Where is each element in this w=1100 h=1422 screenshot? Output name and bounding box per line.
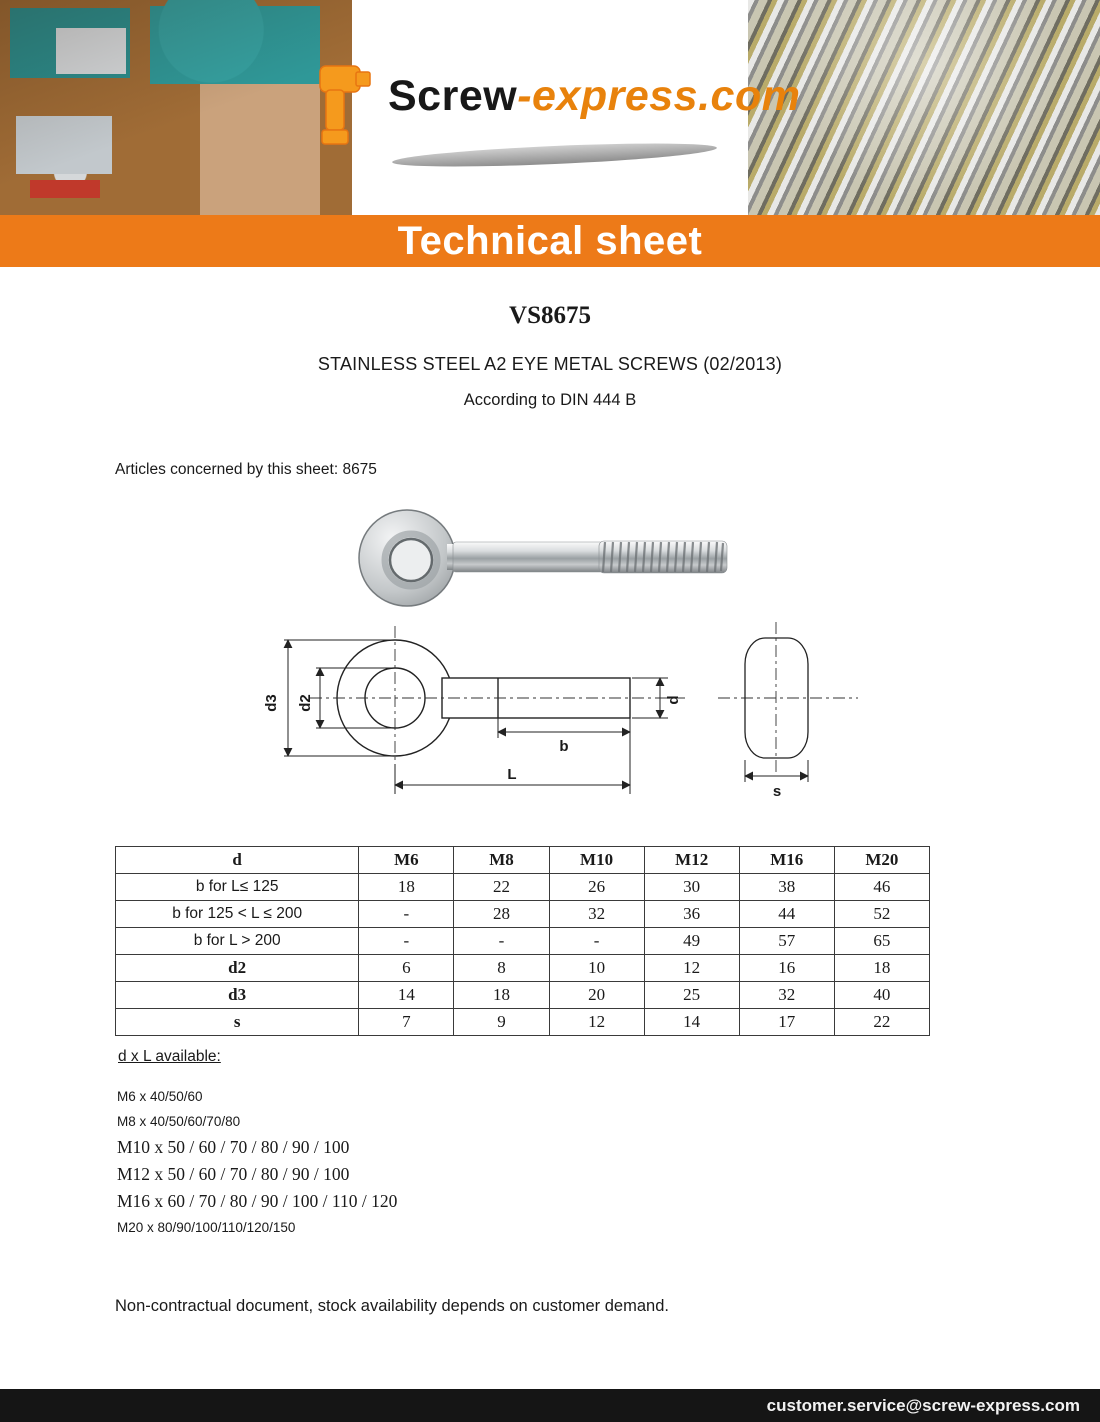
banner-title: Technical sheet [397, 218, 703, 263]
col-header-M10: M10 [549, 847, 644, 874]
table-cell: 8 [454, 955, 549, 982]
dim-label-d3: d3 [263, 694, 280, 712]
table-cell: 22 [834, 1009, 929, 1036]
table-cell: 14 [644, 1009, 739, 1036]
header [0, 0, 1100, 215]
spec-table-head [116, 847, 930, 874]
col-header-M16: M16 [739, 847, 834, 874]
row-label: s [116, 1009, 359, 1036]
table-cell: 16 [739, 955, 834, 982]
table-cell: 65 [834, 928, 929, 955]
table-cell: 9 [454, 1009, 549, 1036]
photo-tools-workbench [0, 0, 352, 215]
table-cell: 20 [549, 982, 644, 1009]
table-cell: 32 [549, 901, 644, 928]
dim-label-L: L [507, 766, 517, 783]
footer-bar [0, 1389, 1100, 1422]
table-cell: 44 [739, 901, 834, 928]
table-cell: - [454, 928, 549, 955]
table-cell: 18 [834, 955, 929, 982]
table-row [116, 901, 930, 928]
table-cell: 49 [644, 928, 739, 955]
table-row [116, 1009, 930, 1036]
table-cell: 22 [454, 874, 549, 901]
dim-label-d: d [665, 695, 682, 705]
table-cell: 7 [359, 1009, 454, 1036]
dim-label-b: b [559, 738, 569, 755]
table-cell: - [549, 928, 644, 955]
photo-screws-pile [748, 0, 1100, 215]
col-header-d: d [116, 847, 359, 874]
table-cell: 18 [359, 874, 454, 901]
row-label: b for L > 200 [116, 928, 359, 955]
footer-email: customer.service@screw-express.com [766, 1395, 1080, 1415]
row-label: d2 [116, 955, 359, 982]
table-row [116, 874, 930, 901]
logo [388, 72, 800, 121]
table-cell: 10 [549, 955, 644, 982]
row-label: b for 125 < L ≤ 200 [116, 901, 359, 928]
table-cell: 36 [644, 901, 739, 928]
table-cell: 52 [834, 901, 929, 928]
drill-icon [312, 48, 372, 158]
doc-note: Non-contractual document, stock availability depends on customer demand. [115, 1296, 669, 1315]
logo-text-screw: Screw [388, 72, 518, 120]
table-row [116, 955, 930, 982]
table-cell: 14 [359, 982, 454, 1009]
table-cell: 25 [644, 982, 739, 1009]
doc-code: VS8675 [509, 301, 591, 329]
table-cell: 12 [644, 955, 739, 982]
table-cell: 57 [739, 928, 834, 955]
spec-table [115, 846, 930, 1036]
logo-swoosh [392, 139, 717, 171]
table-cell: 30 [644, 874, 739, 901]
table-cell: 6 [359, 955, 454, 982]
availability-item: M12 x 50 / 60 / 70 / 80 / 90 / 100 [117, 1164, 350, 1184]
table-cell: 40 [834, 982, 929, 1009]
table-cell: - [359, 928, 454, 955]
logo-text-express: -express.com [517, 72, 801, 120]
doc-title: STAINLESS STEEL A2 EYE METAL SCREWS (02/2013) [317, 354, 783, 374]
col-header-M6: M6 [359, 847, 454, 874]
row-label: b for L≤ 125 [116, 874, 359, 901]
doc-articles-note: Articles concerned by this sheet: 8675 [115, 461, 377, 478]
col-header-M20: M20 [834, 847, 929, 874]
banner [0, 215, 1100, 267]
table-cell: - [359, 901, 454, 928]
availability-item: M20 x 80/90/100/110/120/150 [117, 1220, 296, 1235]
dim-label-d2: d2 [297, 694, 314, 712]
table-row [116, 928, 930, 955]
shank [447, 542, 603, 572]
availability-heading: d x L available: [118, 1048, 221, 1065]
availability-item: M16 x 60 / 70 / 80 / 90 / 100 / 110 / 120 [117, 1191, 398, 1211]
availability-item: M6 x 40/50/60 [117, 1089, 203, 1104]
table-cell: 46 [834, 874, 929, 901]
col-header-M8: M8 [454, 847, 549, 874]
dim-label-s: s [772, 783, 782, 800]
threads [599, 541, 727, 573]
table-cell: 38 [739, 874, 834, 901]
technical-drawing [240, 620, 860, 830]
col-header-M12: M12 [644, 847, 739, 874]
eye-ring [359, 510, 455, 606]
availability-list [117, 1086, 397, 1242]
table-row [116, 982, 930, 1009]
row-label: d3 [116, 982, 359, 1009]
table-cell: 12 [549, 1009, 644, 1036]
availability-item: M8 x 40/50/60/70/80 [117, 1114, 241, 1129]
table-cell: 28 [454, 901, 549, 928]
doc-standard: According to DIN 444 B [463, 391, 637, 409]
availability-item: M10 x 50 / 60 / 70 / 80 / 90 / 100 [117, 1137, 350, 1157]
table-cell: 17 [739, 1009, 834, 1036]
table-cell: 18 [454, 982, 549, 1009]
product-photo-eye-bolt [345, 498, 745, 616]
table-cell: 32 [739, 982, 834, 1009]
spec-table-body [116, 874, 930, 1036]
table-cell: 26 [549, 874, 644, 901]
